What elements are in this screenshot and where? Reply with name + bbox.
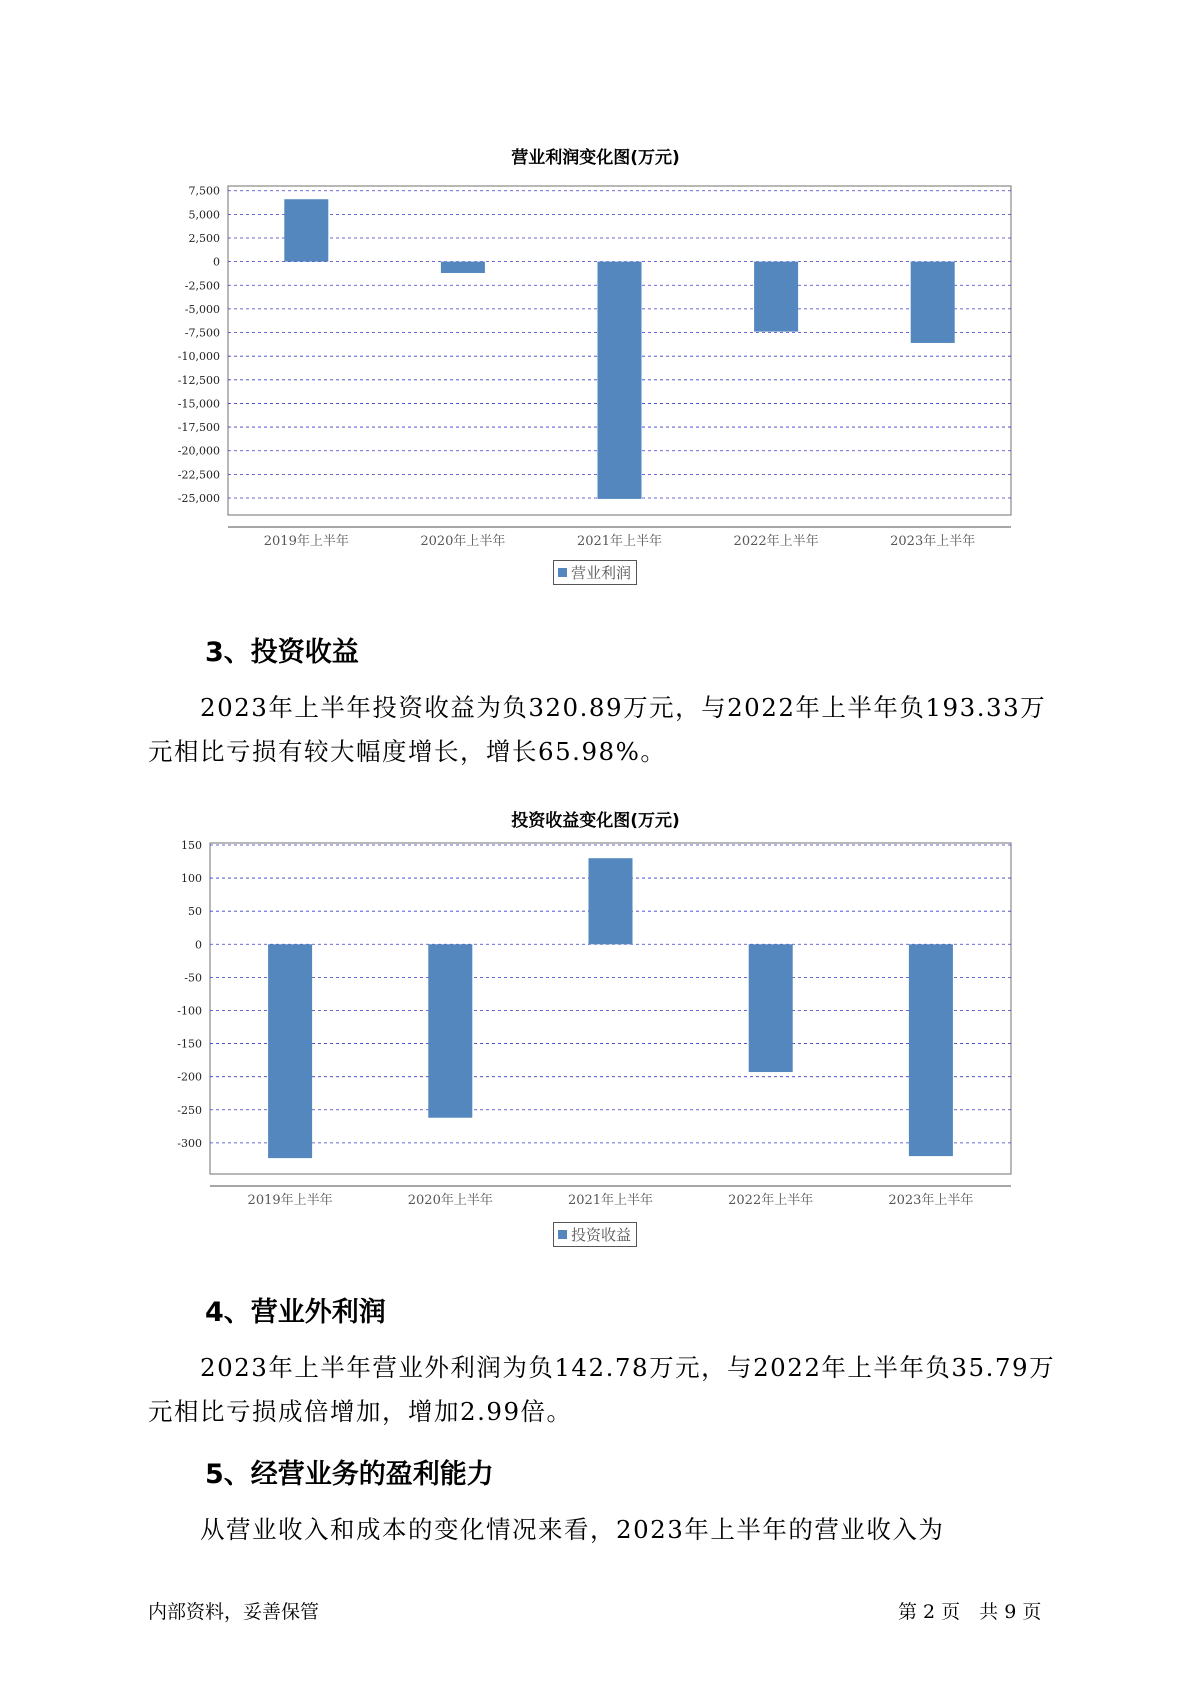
legend-swatch <box>558 1230 567 1239</box>
y-tick-label: -150 <box>177 1037 202 1051</box>
y-tick-label: -12,500 <box>177 373 220 387</box>
section3-heading: 3、投资收益 <box>205 637 359 668</box>
x-tick-label: 2019年上半年 <box>263 534 349 549</box>
y-tick-label: -7,500 <box>184 326 220 340</box>
section4-heading: 4、营业外利润 <box>205 1297 386 1328</box>
section4-line-1: 2023年上半年营业外利润为负142.78万元，与2022年上半年负35.79万 <box>200 1353 1056 1382</box>
x-tick-label: 2019年上半年 <box>247 1193 333 1208</box>
y-tick-label: -50 <box>184 971 202 985</box>
y-tick-label: -25,000 <box>177 491 220 505</box>
x-tick-label: 2022年上半年 <box>733 534 819 549</box>
chart1-title: 营业利润变化图(万元) <box>511 148 680 168</box>
y-tick-label: -300 <box>177 1136 202 1150</box>
bar <box>909 944 953 1156</box>
y-tick-label: -20,000 <box>177 444 220 458</box>
y-tick-label: -10,000 <box>177 350 220 364</box>
section4-paragraph <box>148 1346 1068 1434</box>
chart1-legend-label: 营业利润 <box>571 564 632 582</box>
y-tick-label: 7,500 <box>188 184 220 198</box>
x-tick-label: 2021年上半年 <box>576 534 663 549</box>
bar <box>268 944 312 1158</box>
section5-heading: 5、经营业务的盈利能力 <box>205 1459 494 1490</box>
y-tick-label: 2,500 <box>188 231 220 245</box>
y-tick-label: 5,000 <box>188 208 220 222</box>
y-tick-label: -15,000 <box>177 397 220 411</box>
chart2-legend <box>553 1222 637 1247</box>
y-tick-label: -17,500 <box>177 421 220 435</box>
y-tick-label: -200 <box>177 1070 202 1084</box>
x-tick-label: 2021年上半年 <box>567 1193 654 1208</box>
y-tick-label: -250 <box>177 1103 202 1117</box>
bar <box>749 944 793 1072</box>
y-tick-label: -5,000 <box>184 302 220 316</box>
bar <box>589 858 633 944</box>
footer-page-number: 第 2 页 共 9 页 <box>898 1601 1042 1623</box>
footer-left: 内部资料，妥善保管 <box>148 1601 320 1623</box>
section5-paragraph <box>148 1508 1068 1552</box>
chart2-legend-label: 投资收益 <box>571 1226 632 1244</box>
x-tick-label: 2020年上半年 <box>420 534 506 549</box>
x-tick-label: 2022年上半年 <box>728 1193 814 1208</box>
bar <box>428 944 472 1117</box>
y-tick-label: 150 <box>181 838 202 852</box>
section5-line-1: 从营业收入和成本的变化情况来看，2023年上半年的营业收入为 <box>200 1515 945 1544</box>
y-tick-label: 0 <box>195 938 202 952</box>
x-tick-label: 2020年上半年 <box>407 1193 493 1208</box>
section3-line-2: 元相比亏损有较大幅度增长，增长65.98%。 <box>148 737 667 766</box>
y-tick-label: -2,500 <box>184 279 220 293</box>
section3-line-1: 2023年上半年投资收益为负320.89万元，与2022年上半年负193.33万 <box>200 693 1047 722</box>
section4-line-2: 元相比亏损成倍增加，增加2.99倍。 <box>148 1397 573 1426</box>
x-tick-label: 2023年上半年 <box>890 534 976 549</box>
y-tick-label: -100 <box>177 1004 202 1018</box>
y-tick-label: 100 <box>181 872 202 886</box>
y-tick-label: 50 <box>188 905 202 919</box>
x-tick-label: 2023年上半年 <box>888 1193 974 1208</box>
y-tick-label: 0 <box>213 255 220 269</box>
chart2-title: 投资收益变化图(万元) <box>511 811 680 831</box>
y-tick-label: -22,500 <box>177 468 220 482</box>
